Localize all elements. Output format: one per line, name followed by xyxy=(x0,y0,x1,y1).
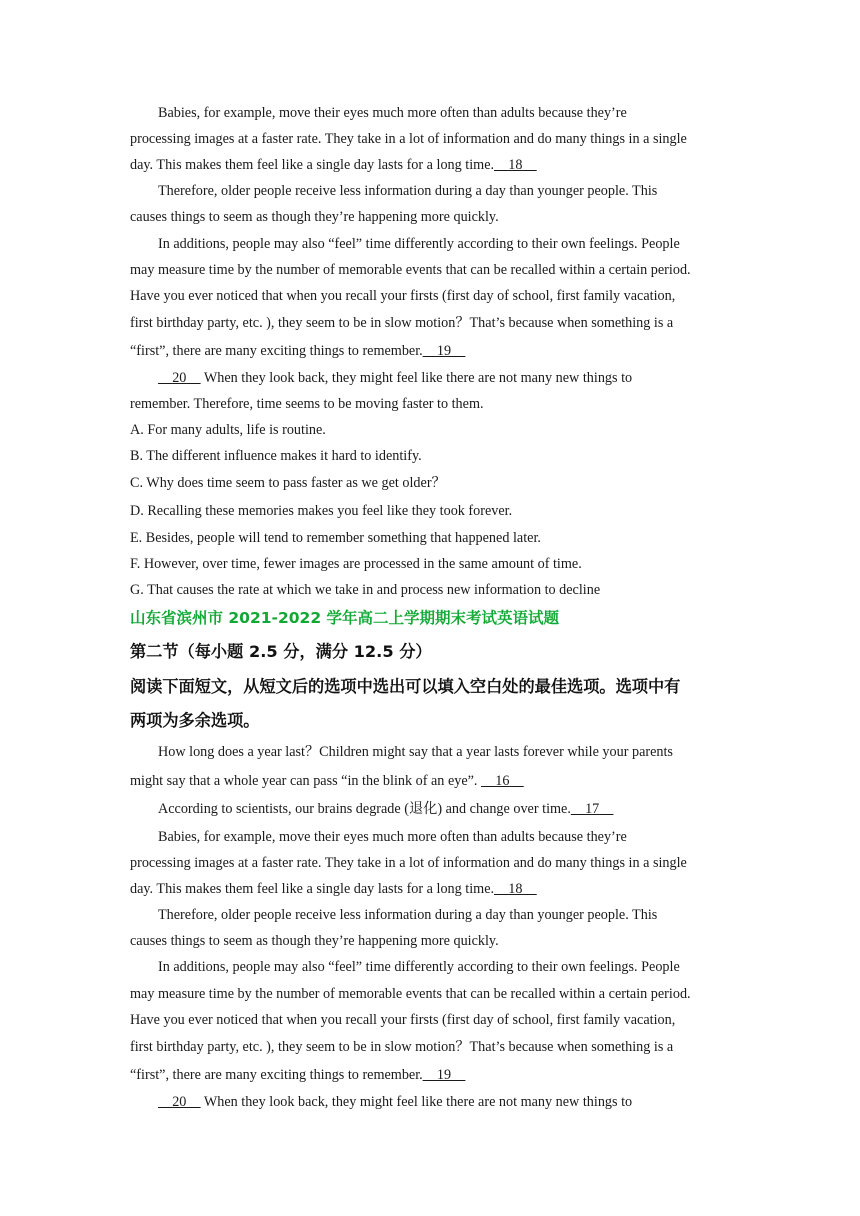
option-g: G. That causes the rate at which we take in and process new information to decline xyxy=(130,582,601,598)
option-a: A. For many adults, life is routine. xyxy=(130,422,326,438)
paragraph-line: causes things to seem as though they’re happening more quickly. xyxy=(130,209,499,225)
paragraph-text: According to scientists, our brains degrade (退化) and change over time. xyxy=(158,801,571,817)
paragraph-line: Babies, for example, move their eyes much more often than adults because they’re xyxy=(158,105,627,121)
instructions-line: 阅读下面短文，从短文后的选项中选出可以填入空白处的最佳选项。选项中有 xyxy=(130,677,681,696)
paragraph-line xyxy=(130,155,537,175)
paragraph-line: Have you ever noticed that when you recall your firsts (first day of school, first family vacation, xyxy=(130,1012,676,1028)
paragraph-line: processing images at a faster rate. They take in a lot of information and do many things in a single xyxy=(130,131,687,147)
paragraph-line: Therefore, older people receive less information during a day than younger people. This xyxy=(158,183,658,199)
paragraph-line: How long does a year last？Children might say that a year lasts forever while your parents xyxy=(158,744,673,760)
paragraph-line: causes things to seem as though they’re happening more quickly. xyxy=(130,933,499,949)
paragraph-line xyxy=(130,341,465,361)
paragraph-line: first birthday party, etc. ), they seem to be in slow motion？That’s because when something is a xyxy=(130,1039,674,1055)
paragraph-text: day. This makes them feel like a single day lasts for a long time. xyxy=(130,881,495,897)
paragraph-line xyxy=(130,1065,465,1085)
paragraph-line: remember. Therefore, time seems to be moving faster to them. xyxy=(130,396,484,412)
option-b: B. The different influence makes it hard to identify. xyxy=(130,448,422,464)
paragraph-line: Therefore, older people receive less information during a day than younger people. This xyxy=(158,907,658,923)
paragraph-line: In additions, people may also “feel” time differently according to their own feelings. People xyxy=(158,959,680,975)
paragraph-text: day. This makes them feel like a single day lasts for a long time. xyxy=(130,157,495,173)
paragraph-text: “first”, there are many exciting things to remember. xyxy=(130,343,423,359)
paragraph-line: may measure time by the number of memorable events that can be recalled within a certain period. xyxy=(130,262,691,278)
paragraph-line xyxy=(158,799,613,819)
option-e: E. Besides, people will tend to remember something that happened later. xyxy=(130,530,541,546)
blank-19: 19 xyxy=(436,343,452,359)
blank-16: 16 xyxy=(495,773,510,789)
paragraph-line xyxy=(158,368,632,388)
instructions-line: 两项为多余选项。 xyxy=(130,711,260,730)
paragraph-line: In additions, people may also “feel” time differently according to their own feelings. People xyxy=(158,236,680,252)
paragraph-text: “first”, there are many exciting things to remember. xyxy=(130,1067,423,1083)
paragraph-line xyxy=(158,1092,632,1112)
paragraph-line: Have you ever noticed that when you recall your firsts (first day of school, first family vacation, xyxy=(130,288,676,304)
blank-19: 19 xyxy=(436,1067,452,1083)
paragraph-line: Babies, for example, move their eyes much more often than adults because they’re xyxy=(158,829,627,845)
paragraph-text: might say that a whole year can pass “in the blink of an eye”. xyxy=(130,773,482,789)
option-c: C. Why does time seem to pass faster as we get older？ xyxy=(130,475,446,491)
paragraph-line: first birthday party, etc. ), they seem to be in slow motion？That’s because when something is a xyxy=(130,315,674,331)
paragraph-line xyxy=(130,771,524,791)
paragraph-line: processing images at a faster rate. They take in a lot of information and do many things in a single xyxy=(130,855,687,871)
paragraph-line xyxy=(130,879,537,899)
blank-18: 18 xyxy=(508,157,523,173)
paragraph-text: When they look back, they might feel like there are not many new things to xyxy=(200,1094,633,1110)
option-d: D. Recalling these memories makes you feel like they took forever. xyxy=(130,503,513,519)
blank-20: 20 xyxy=(172,1094,187,1110)
paragraph-line: may measure time by the number of memorable events that can be recalled within a certain period. xyxy=(130,986,691,1002)
option-f: F. However, over time, fewer images are processed in the same amount of time. xyxy=(130,556,582,572)
section-subtitle: 第二节（每小题 2.5 分，满分 12.5 分） xyxy=(130,642,432,661)
paragraph-text: When they look back, they might feel like there are not many new things to xyxy=(200,370,633,386)
blank-17: 17 xyxy=(585,801,600,817)
blank-20: 20 xyxy=(172,370,187,386)
blank-18: 18 xyxy=(508,881,523,897)
section-title: 山东省滨州市 2021-2022 学年高二上学期期末考试英语试题 xyxy=(130,609,560,627)
